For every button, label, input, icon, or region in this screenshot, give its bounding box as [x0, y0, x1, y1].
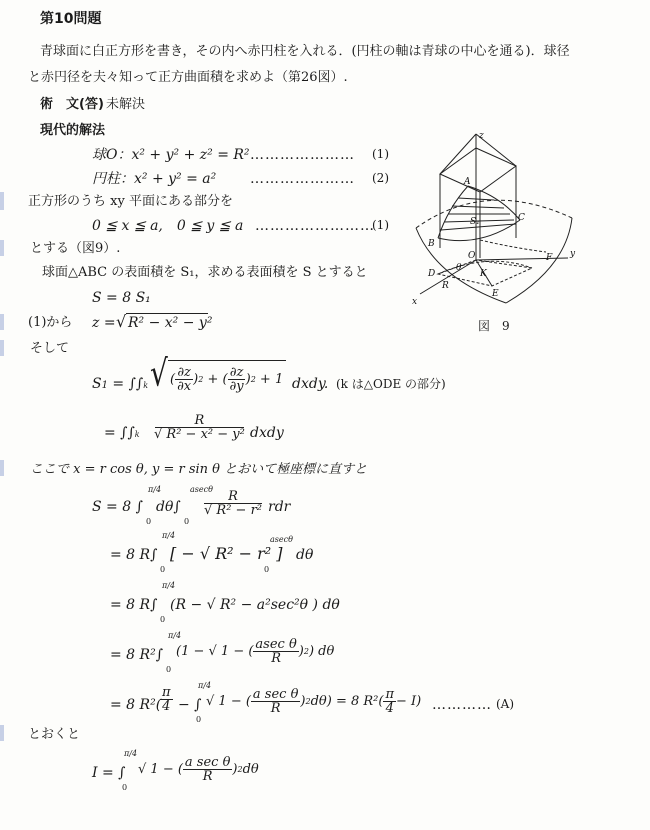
label-a: A	[464, 177, 471, 187]
label-y: y	[570, 249, 576, 259]
lower-limit: 0	[166, 665, 172, 674]
lower-limit: 0	[122, 783, 128, 792]
cylinder-equation: 円柱：x² + y² = a²	[92, 171, 217, 187]
fraction-r-radical: $\frac{R}{\text{√ R² − x² − y²}}$	[154, 413, 245, 442]
upper-limit: π/4	[198, 681, 212, 690]
s1-second-form: = ∫∫k	[104, 425, 140, 441]
label-theta: θ	[456, 263, 462, 273]
xy-intro: 正方形のうち xy 平面にある部分を	[28, 194, 233, 209]
ref-a: (A)	[496, 697, 515, 711]
domain-ref: (1)	[372, 218, 389, 232]
margin-mark	[0, 192, 4, 210]
label-f: F	[546, 253, 553, 263]
step-4-body: √ 1 − ( $\frac{\text{a sec θ}}{R}$ ) 2 dθ) = 8 R²( $\frac{\pi}{4}$ − I)	[206, 687, 422, 716]
upper-limit: asecθ	[190, 485, 213, 494]
step-2-body: (R − √ R² − a²sec²θ ) dθ	[170, 597, 340, 613]
radical-bar	[168, 360, 286, 361]
upper-limit: π/4	[162, 581, 176, 590]
label-o: O	[468, 251, 476, 261]
modern-heading: 現代的解法	[40, 123, 106, 138]
dxdy: dxdy	[250, 425, 284, 441]
radical-sign: √	[116, 312, 127, 331]
lower-limit: 0	[196, 715, 202, 724]
r-dr: rdr	[268, 499, 291, 515]
area-intro: 球面△ABC の表面積を S₁，求める表面積を S とすると	[42, 265, 368, 280]
fraction-r: $\frac{R}{\text{√ R² − r²}}$	[204, 489, 262, 518]
step-3-body: (1 − √ 1 − ( $\frac{\text{asec θ}}{R}$ ) 2 ) dθ	[176, 637, 335, 666]
margin-mark	[0, 240, 4, 256]
answer-label: 術 文(答)	[40, 97, 104, 112]
lower-limit: 0	[160, 565, 166, 574]
dxdy: dxdy.	[292, 376, 329, 392]
label-x: x	[412, 297, 418, 307]
margin-mark	[0, 460, 4, 476]
label-r: R	[442, 281, 449, 291]
step-3: = 8 R²∫	[110, 647, 163, 663]
d-theta: dθ	[296, 547, 314, 563]
lower-limit: 0	[264, 565, 270, 574]
problem-line-2: と赤円径を夫々知って正方曲面積を求めよ（第26図）.	[28, 70, 348, 85]
sphere-equation: 球O：x² + y² + z² = R²	[92, 147, 250, 163]
figure-note: とする（図9）.	[30, 241, 121, 256]
lower-limit: 0	[146, 517, 152, 526]
label-d: D	[428, 269, 436, 279]
z-lhs: z =	[92, 315, 116, 331]
problem-line-1: 青球面に白正方形を書き，その内へ赤円柱を入れる．(円柱の軸は青球の中心を通る)．球径	[40, 44, 570, 59]
s1-integral: S1 = ∫∫k	[92, 376, 149, 392]
step-2: = 8 R∫	[110, 597, 158, 613]
i-definition: I = ∫	[92, 765, 126, 781]
put-phrase: とおくと	[28, 727, 81, 742]
step-4: = 8 R²(	[110, 697, 162, 713]
label-b: B	[428, 239, 435, 249]
step-1: = 8 R∫	[110, 547, 158, 563]
lower-limit: 0	[160, 615, 166, 624]
upper-limit: π/4	[124, 749, 138, 758]
domain-inequality: 0 ≦ x ≦ a, 0 ≦ y ≦ a	[92, 218, 244, 234]
leader-dots: ……………………	[255, 218, 375, 234]
polar-intro: ここで x = r cos θ, y = r sin θ とおいて極座標に直すと	[30, 462, 368, 477]
s-equation: S = 8 S₁	[92, 290, 151, 306]
polar-integral: S = 8 ∫	[92, 499, 143, 515]
upper-limit: π/4	[148, 485, 162, 494]
leader-dots: …………………	[250, 147, 355, 163]
upper-limit: asecθ	[270, 535, 293, 544]
gradient-terms: ( $\frac{\partial z}{\partial x}$ ) 2 + ( $\frac{\partial z}{\partial y}$ ) 2 + 1	[170, 365, 284, 394]
margin-mark	[0, 314, 4, 330]
label-s1: S₁	[470, 217, 480, 227]
answer-value: 未解決	[106, 97, 146, 112]
figure-9	[396, 128, 596, 313]
k-note: (k は△ODE の部分)	[336, 377, 446, 391]
upper-limit: π/4	[162, 531, 176, 540]
step-1-body: [ − √ R² − r² ]	[170, 544, 283, 563]
margin-mark	[0, 340, 4, 356]
label-z: z	[479, 131, 484, 141]
leader-dots: …………………	[250, 171, 355, 187]
i-body: √ 1 − ( $\frac{\text{a sec θ}}{R}$ ) 2 dθ	[138, 755, 259, 784]
label-c: C	[518, 213, 525, 223]
margin-mark	[0, 725, 4, 741]
problem-title: 第10問題	[40, 11, 102, 27]
label-k: K	[480, 269, 487, 279]
radical-sign: √	[150, 351, 168, 395]
leader-dots: …………	[432, 697, 492, 713]
d-theta: dθ∫	[156, 499, 181, 515]
upper-limit: π/4	[168, 631, 182, 640]
minus-integral: − ∫	[178, 697, 202, 713]
from-1: (1)から	[28, 315, 73, 330]
figure-caption: 図 9	[478, 319, 510, 333]
label-e: E	[492, 289, 499, 299]
pi-over-4: $\frac{\pi}{4}$	[162, 685, 171, 714]
radical-bar	[126, 313, 208, 314]
lower-limit: 0	[184, 517, 190, 526]
then-word: そして	[30, 341, 70, 356]
z-radicand: R² − x² − y²	[128, 315, 213, 331]
sphere-ref: (1)	[372, 147, 389, 161]
cylinder-ref: (2)	[372, 171, 389, 185]
